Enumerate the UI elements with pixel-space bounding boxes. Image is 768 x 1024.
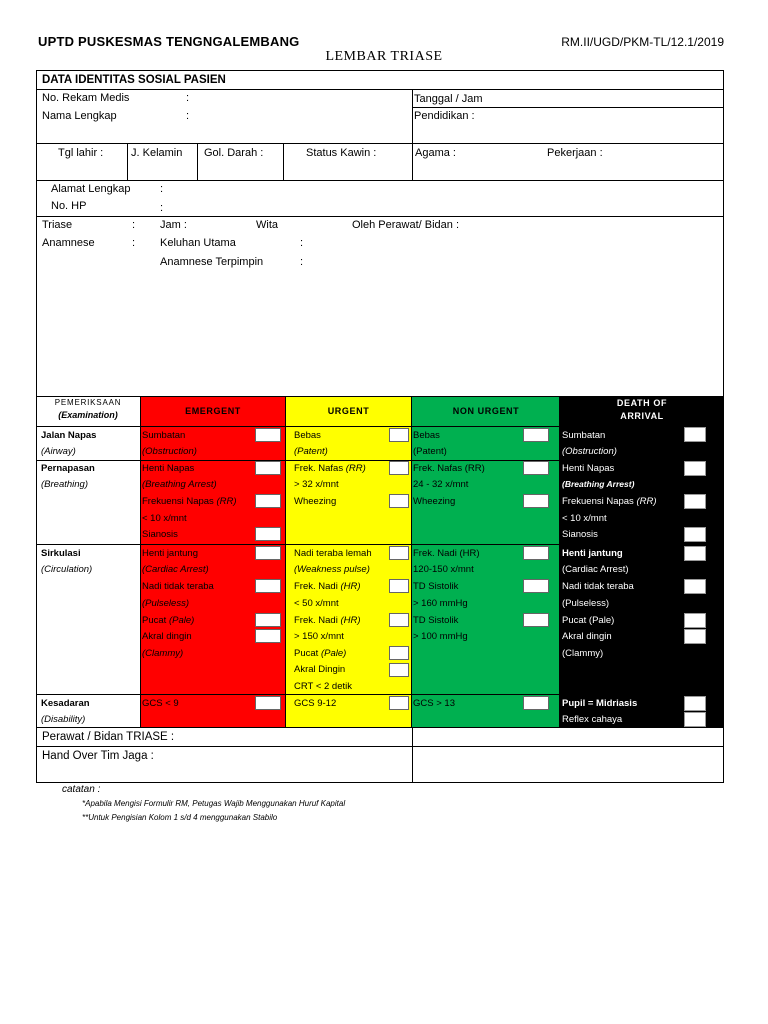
label-agama: Agama : (415, 147, 456, 159)
urgent-gt32: > 32 x/mnt (294, 479, 339, 490)
urgent-frek-nadi-1-label: Frek. Nadi (294, 581, 338, 592)
divider (285, 397, 286, 727)
field-alamat[interactable] (168, 181, 718, 198)
death-nadi-tidak: Nadi tidak teraba (562, 581, 634, 592)
divider (36, 216, 724, 217)
emergent-pucat-label: Pucat (142, 615, 167, 626)
emergent-pucat-checkbox[interactable] (255, 613, 281, 627)
urgent-wheezing-checkbox[interactable] (389, 494, 409, 508)
emergent-obstruction: (Obstruction) (142, 446, 197, 457)
field-hand-over[interactable] (413, 747, 723, 782)
emergent-frek-napas (142, 496, 237, 507)
death-henti-napas-checkbox[interactable] (684, 461, 706, 476)
label-pekerjaan: Pekerjaan : (547, 147, 603, 159)
field-no-hp[interactable] (168, 199, 718, 215)
non-urgent-frek-napas: Frek. Nafas (RR) (413, 463, 485, 474)
urgent-pale: (Pale) (320, 648, 347, 659)
colon: : (160, 202, 164, 214)
label-triase: Triase (42, 219, 73, 231)
non-urgent-td-2-checkbox[interactable] (523, 613, 549, 627)
death-pucat-checkbox[interactable] (684, 613, 706, 628)
non-urgent-gcs-checkbox[interactable] (523, 696, 549, 710)
urgent-lt50: < 50 x/mnt (294, 598, 339, 609)
emergent-akral-checkbox[interactable] (255, 629, 281, 643)
emergent-sianosis-checkbox[interactable] (255, 527, 281, 541)
emergent-sumbatan: Sumbatan (142, 430, 186, 441)
urgent-frek-napas-checkbox[interactable] (389, 461, 409, 475)
label-tgl-lahir: Tgl lahir : (58, 147, 104, 159)
urgent-frek-nadi-2-label: Frek. Nadi (294, 615, 338, 626)
death-sianosis-checkbox[interactable] (684, 527, 706, 542)
death-lt10: < 10 x/mnt (562, 513, 607, 524)
label-wita: Wita (256, 219, 278, 231)
death-sumbatan: Sumbatan (562, 430, 606, 441)
non-urgent-wheezing-checkbox[interactable] (523, 494, 549, 508)
colon: : (132, 219, 136, 231)
label-oleh-perawat: Oleh Perawat/ Bidan : (352, 219, 460, 231)
death-akral-checkbox[interactable] (684, 629, 706, 644)
emergent-nadi-checkbox[interactable] (255, 579, 281, 593)
emergent-pulseless: (Pulseless) (142, 598, 189, 609)
note-1: *Apabila Mengisi Formulir RM, Petugas Wajib Menggunakan Huruf Kapital (82, 799, 346, 808)
colon: : (160, 183, 164, 195)
urgent-akral: Akral Dingin (294, 664, 346, 675)
urgent-frek-nadi-2 (294, 615, 361, 626)
death-frek-napas (562, 496, 657, 507)
emergent-nadi-tidak: Nadi tidak teraba (142, 581, 214, 592)
emergent-pale: (Pale) (168, 615, 195, 626)
death-header-line2: ARRIVAL (620, 411, 664, 421)
label-status-kawin: Status Kawin : (306, 147, 377, 159)
death-nadi-checkbox[interactable] (684, 579, 706, 594)
urgent-crt: CRT < 2 detik (294, 681, 352, 692)
row-label-pernapasan: Pernapasan (41, 463, 95, 474)
examination-label: (Examination) (58, 410, 118, 420)
emergent-sianosis: Sianosis (142, 529, 178, 540)
non-urgent-airway-checkbox[interactable] (523, 428, 549, 442)
divider (127, 143, 128, 180)
label-tanggal-jam: Tanggal / Jam (414, 93, 483, 105)
urgent-pucat (294, 648, 346, 659)
emergent-frek-napas-checkbox[interactable] (255, 494, 281, 508)
emergent-rr: (RR) (216, 496, 237, 507)
colon: : (300, 256, 304, 268)
divider (411, 397, 412, 727)
emergent-gcs: GCS < 9 (142, 698, 179, 709)
row-label-circulation: (Circulation) (41, 564, 93, 575)
label-no-hp: No. HP (51, 200, 87, 212)
non-urgent-bebas: Bebas (413, 430, 440, 441)
emergent-henti-jantung: Henti jantung (142, 548, 198, 559)
death-pupil-checkbox[interactable] (684, 696, 706, 711)
urgent-gcs-checkbox[interactable] (389, 696, 409, 710)
emergent-airway-checkbox[interactable] (255, 428, 281, 442)
label-anamnese-terpimpin: Anamnese Terpimpin (160, 256, 264, 268)
non-urgent-gt160: > 160 mmHg (413, 598, 468, 609)
label-keluhan-utama: Keluhan Utama (160, 237, 236, 249)
label-hand-over: Hand Over Tim Jaga : (42, 750, 154, 762)
divider (412, 89, 413, 180)
field-anamnese[interactable] (310, 236, 720, 391)
non-urgent-nadi-range: 120-150 x/mnt (413, 564, 474, 575)
death-pupil: Pupil = Midriasis (562, 698, 638, 709)
label-pendidikan: Pendidikan : (414, 110, 475, 122)
death-frek-napas-checkbox[interactable] (684, 494, 706, 509)
death-header-line1: DEATH OF (616, 398, 668, 408)
form-title: LEMBAR TRIASE (325, 49, 443, 64)
label-jam: Jam : (160, 219, 187, 231)
field-no-rekam-medis[interactable] (195, 90, 410, 107)
emergent-akral: Akral dingin (142, 631, 192, 642)
field-perawat-triase[interactable] (413, 728, 723, 745)
death-clammy: (Clammy) (562, 648, 604, 659)
colon: : (186, 110, 190, 122)
urgent-nadi-lemah-checkbox[interactable] (389, 546, 409, 560)
non-urgent-header: NON URGENT (452, 406, 520, 416)
death-pucat: Pucat (Pale) (562, 615, 615, 626)
non-urgent-gcs: GCS > 13 (413, 698, 455, 709)
death-akral: Akral dingin (562, 631, 612, 642)
field-pendidikan[interactable] (490, 108, 720, 142)
death-frek-napas-label: Frekuensi Napas (562, 496, 634, 507)
urgent-patent: (Patent) (294, 446, 328, 457)
divider (36, 143, 724, 144)
label-alamat: Alamat Lengkap (51, 183, 131, 195)
emergent-header: EMERGENT (185, 406, 241, 416)
emergent-clammy: (Clammy) (142, 648, 184, 659)
row-label-kesadaran: Kesadaran (41, 698, 90, 709)
death-obstruction: (Obstruction) (562, 446, 617, 457)
death-rr: (RR) (636, 496, 657, 507)
urgent-bebas: Bebas (294, 430, 321, 441)
death-sianosis: Sianosis (562, 529, 598, 540)
identity-section-title: DATA IDENTITAS SOSIAL PASIEN (42, 74, 226, 86)
non-urgent-td-1: TD Sistolik (413, 581, 459, 592)
urgent-gcs: GCS 9-12 (294, 698, 337, 709)
urgent-frek-napas-label: Frek. Nafas (294, 463, 344, 474)
non-urgent-frek-nadi-checkbox[interactable] (523, 546, 549, 560)
non-urgent-frek-nadi: Frek. Nadi (HR) (413, 548, 480, 559)
non-urgent-range: 24 - 32 x/mnt (413, 479, 469, 490)
urgent-hr-1: (HR) (340, 581, 361, 592)
divider (36, 426, 724, 427)
death-henti-jantung: Henti jantung (562, 548, 623, 559)
urgent-weakness: (Weakness pulse) (294, 564, 370, 575)
death-breathing-arrest: (Breathing Arrest) (562, 479, 635, 489)
emergent-pucat (142, 615, 194, 626)
emergent-cardiac-arrest: (Cardiac Arrest) (142, 564, 209, 575)
label-perawat-triase: Perawat / Bidan TRIASE : (42, 731, 175, 743)
colon: : (186, 92, 190, 104)
urgent-gt150: > 150 x/mnt (294, 631, 344, 642)
death-reflex-checkbox[interactable] (684, 712, 706, 727)
row-label-breathing: (Breathing) (41, 479, 88, 490)
non-urgent-td-2: TD Sistolik (413, 615, 459, 626)
non-urgent-gt100: > 100 mmHg (413, 631, 468, 642)
label-j-kelamin: J. Kelamin (131, 147, 183, 159)
organization-name: UPTD PUSKESMAS TENGNGALEMBANG (38, 34, 300, 49)
form-code: RM.II/UGD/PKM-TL/12.1/2019 (561, 35, 724, 49)
divider (283, 143, 284, 180)
row-label-disability: (Disability) (41, 714, 86, 725)
emergent-lt10: < 10 x/mnt (142, 513, 187, 524)
death-airway-checkbox[interactable] (684, 427, 706, 442)
divider (140, 397, 141, 727)
row-label-sirkulasi: Sirkulasi (41, 548, 81, 559)
emergent-henti-napas-checkbox[interactable] (255, 461, 281, 475)
label-gol-darah: Gol. Darah : (204, 147, 264, 159)
urgent-nadi-lemah: Nadi teraba lemah (294, 548, 372, 559)
urgent-frek-nadi-1 (294, 581, 361, 592)
divider (197, 143, 198, 180)
label-nama-lengkap: Nama Lengkap (42, 110, 117, 122)
urgent-frek-nadi-1-checkbox[interactable] (389, 579, 409, 593)
emergent-breathing-arrest: (Breathing Arrest) (142, 479, 217, 490)
pemeriksaan-header (36, 398, 140, 420)
death-cardiac-arrest: (Cardiac Arrest) (562, 564, 629, 575)
emergent-gcs-checkbox[interactable] (255, 696, 281, 710)
pemeriksaan-label: PEMERIKSAAN (54, 398, 122, 407)
urgent-pucat-label: Pucat (294, 648, 319, 659)
death-pulseless: (Pulseless) (562, 598, 609, 609)
field-tanggal-jam[interactable] (500, 90, 720, 107)
row-label-jalan-napas: Jalan Napas (41, 430, 97, 441)
death-header (560, 398, 724, 421)
emergent-henti-napas: Henti Napas (142, 463, 195, 474)
divider (36, 460, 724, 461)
non-urgent-frek-napas-checkbox[interactable] (523, 461, 549, 475)
urgent-frek-napas (294, 463, 366, 474)
death-reflex: Reflex cahaya (562, 714, 623, 725)
urgent-pucat-checkbox[interactable] (389, 646, 409, 660)
non-urgent-wheezing: Wheezing (413, 496, 456, 507)
non-urgent-td-1-checkbox[interactable] (523, 579, 549, 593)
urgent-akral-checkbox[interactable] (389, 663, 409, 677)
divider (36, 694, 724, 695)
death-henti-jantung-checkbox[interactable] (684, 546, 706, 561)
non-urgent-patent: (Patent) (413, 446, 447, 457)
label-no-rekam-medis: No. Rekam Medis (42, 92, 130, 104)
label-anamnese: Anamnese (42, 237, 95, 249)
divider (36, 544, 724, 545)
urgent-frek-nadi-2-checkbox[interactable] (389, 613, 409, 627)
note-2: **Untuk Pengisian Kolom 1 s/d 4 menggunakan Stabilo (82, 813, 278, 822)
divider (559, 397, 560, 727)
urgent-wheezing: Wheezing (294, 496, 337, 507)
urgent-airway-checkbox[interactable] (389, 428, 409, 442)
emergent-henti-jantung-checkbox[interactable] (255, 546, 281, 560)
urgent-rr: (RR) (345, 463, 366, 474)
colon: : (132, 237, 136, 249)
label-catatan: catatan : (62, 784, 101, 795)
urgent-hr-2: (HR) (340, 615, 361, 626)
field-nama-lengkap[interactable] (195, 108, 410, 142)
colon: : (300, 237, 304, 249)
urgent-header: URGENT (327, 406, 370, 416)
row-label-airway: (Airway) (41, 446, 76, 457)
death-henti-napas: Henti Napas (562, 463, 615, 474)
emergent-frek-napas-label: Frekuensi Napas (142, 496, 214, 507)
